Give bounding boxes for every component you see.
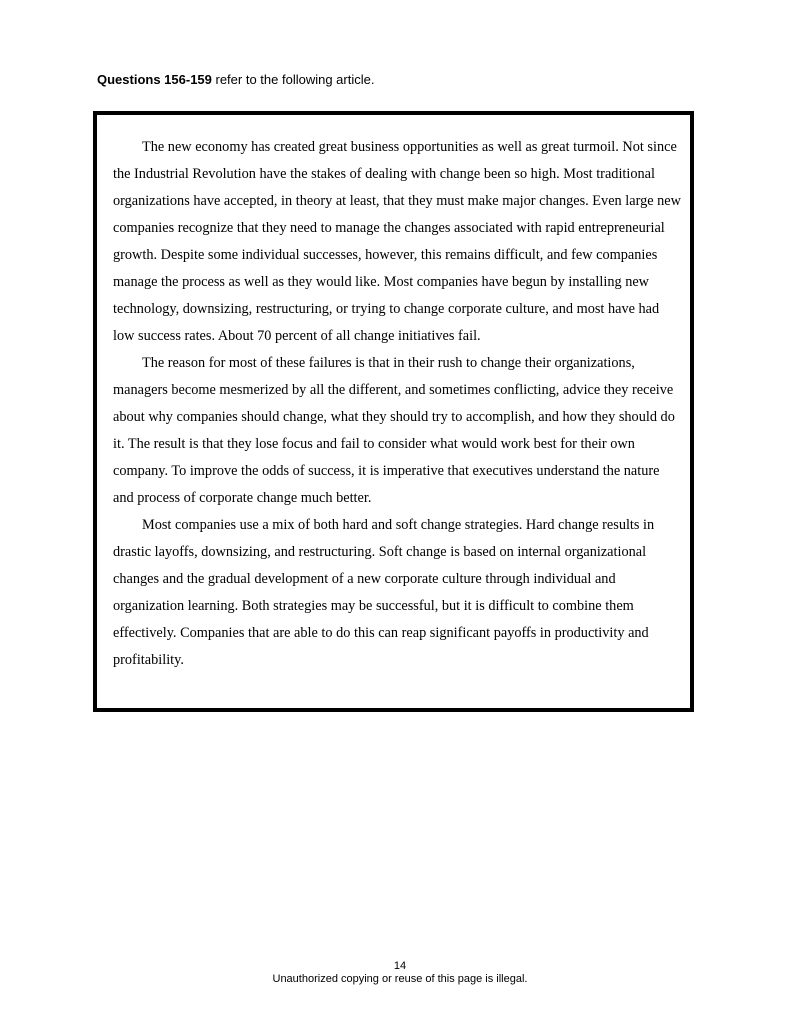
copyright-notice: Unauthorized copying or reuse of this page is illegal. [272,973,528,985]
questions-instruction: refer to the following article. [211,72,375,87]
questions-header [97,72,374,88]
page-footer [0,960,800,986]
page-number: 14 [393,960,407,972]
questions-range: Questions 156-159 [97,72,212,87]
article-paragraph-2: The reason for most of these failures is that in their rush to change their organizations, managers become mesmerized by all the different, and sometimes conflicting, advice they receive about why companies should change, what they should try to accomplish, and how they should do it. The result is that they lose focus and fail to consider what would work best for their own company. To improve the odds of success, it is imperative that executives understand the nature and process of corporate change much better. [113,355,675,506]
article-paragraph-1: The new economy has created great business opportunities as well as great turmoil. Not since the Industrial Revolution have the stakes of dealing with change been so high. Most traditional organizations have accepted, in theory at least, that they must make major changes. Even large new companies recognize that they need to manage the changes associated with rapid entrepreneurial growth. Despite some individual successes, however, this remains difficult, and few companies manage the process as well as they would like. Most companies have begun by installing new technology, downsizing, restructuring, or trying to change corporate culture, and most have had low success rates. About 70 percent of all change initiatives fail. [113,139,681,344]
article-box [93,111,694,712]
article-paragraph-3: Most companies use a mix of both hard and soft change strategies. Hard change results in drastic layoffs, downsizing, and restructuring. Soft change is based on internal organizational changes and the gradual development of a new corporate culture through individual and organization learning. Both strategies may be successful, but it is difficult to combine them effectively. Companies that are able to do this can reap significant payoffs in productivity and profitability. [113,517,655,668]
